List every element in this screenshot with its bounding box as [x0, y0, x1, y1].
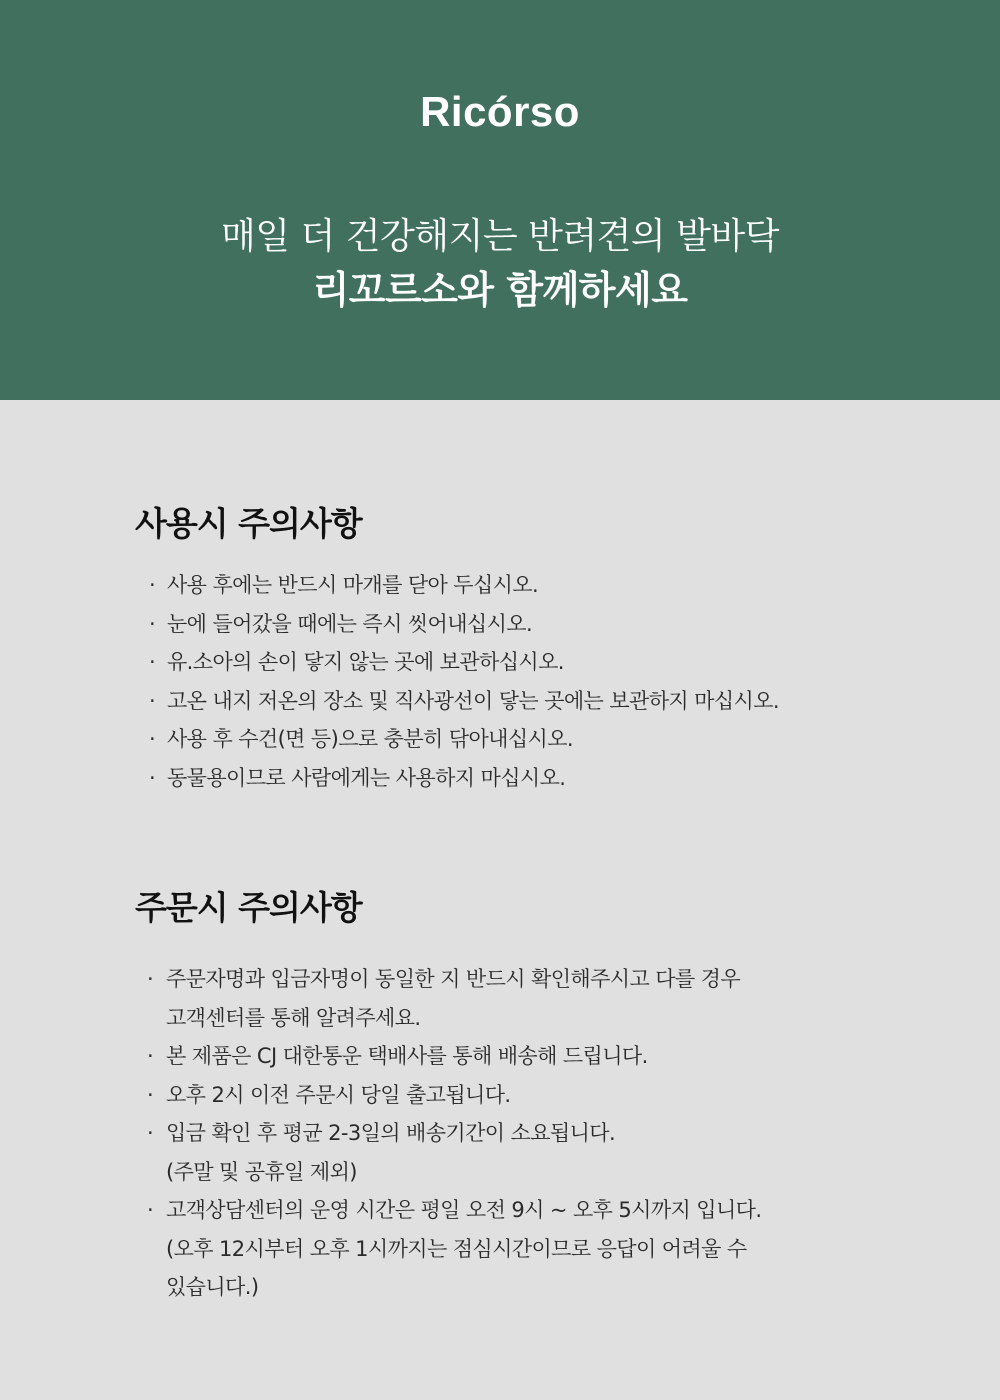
list-item — [135, 605, 895, 644]
list-item-text: 사용 후 수건(면 등)으로 충분히 닦아내십시오. — [167, 727, 573, 751]
list-item-text: (오후 12시부터 오후 1시까지는 점심시간이므로 응답이 어려울 수 — [166, 1236, 747, 1261]
list-item-text: 유.소아의 손이 닿지 않는 곳에 보관하십시오. — [167, 650, 564, 674]
tagline: 매일 더 건강해지는 반려견의 발바닥 — [221, 216, 779, 257]
list-item-text: 입금 확인 후 평균 2-3일의 배송기간이 소요됩니다. — [166, 1121, 616, 1145]
list-item-text: 주문자명과 입금자명이 동일한 지 반드시 확인해주시고 다를 경우 — [166, 967, 741, 991]
list-item-text: 본 제품은 CJ 대한통운 택배사를 통해 배송해 드립니다. — [166, 1044, 648, 1068]
bullet-dot: · — [149, 727, 156, 751]
list-item-text: (주말 및 공휴일 제외) — [166, 1159, 357, 1184]
bullet-dot: · — [147, 1044, 154, 1068]
usage-notice-section — [135, 502, 895, 797]
list-item — [135, 1191, 895, 1307]
list-item-text: 동물용이므로 사람에게는 사용하지 마십시오. — [167, 765, 566, 790]
hero-banner — [0, 0, 1000, 400]
bullet-dot: · — [147, 967, 154, 991]
bullet-dot: · — [149, 765, 156, 790]
list-item — [135, 1076, 895, 1115]
bullet-dot: · — [147, 1082, 154, 1107]
list-item — [135, 759, 895, 798]
list-item — [135, 566, 895, 605]
list-item-text: 고온 내지 저온의 장소 및 직사광선이 닿는 곳에는 보관하지 마십시오. — [167, 688, 779, 713]
list-item — [135, 960, 895, 1037]
order-notice-list — [135, 960, 895, 1307]
list-item — [135, 720, 895, 759]
list-item — [135, 1114, 895, 1191]
order-notice-section — [135, 886, 895, 1307]
list-item-text: 고객센터를 통해 알려주세요. — [166, 1005, 421, 1030]
order-notice-title: 주문시 주의사항 — [135, 888, 362, 927]
list-item-text: 고객상담센터의 운영 시간은 평일 오전 9시 ~ 오후 5시까지 입니다. — [166, 1198, 762, 1222]
bullet-dot: · — [147, 1121, 154, 1145]
list-item-text: 눈에 들어갔을 때에는 즉시 씻어내십시오. — [167, 611, 533, 636]
bullet-dot: · — [149, 688, 156, 713]
tagline-bold: 리꼬르소와 함께하세요 — [312, 268, 688, 312]
list-item-text: 사용 후에는 반드시 마개를 닫아 두십시오. — [167, 573, 539, 597]
bullet-dot: · — [149, 650, 156, 674]
usage-notice-title: 사용시 주의사항 — [135, 504, 362, 543]
usage-notice-list — [135, 566, 895, 797]
bullet-dot: · — [149, 573, 156, 597]
bullet-dot: · — [147, 1198, 154, 1222]
list-item-text: 있습니다.) — [166, 1275, 259, 1299]
list-item — [135, 1037, 895, 1076]
list-item-text: 오후 2시 이전 주문시 당일 출고됩니다. — [166, 1082, 511, 1107]
bullet-dot: · — [149, 611, 156, 636]
brand-logo: Ricórso — [420, 88, 580, 135]
list-item — [135, 643, 895, 682]
list-item — [135, 682, 895, 721]
